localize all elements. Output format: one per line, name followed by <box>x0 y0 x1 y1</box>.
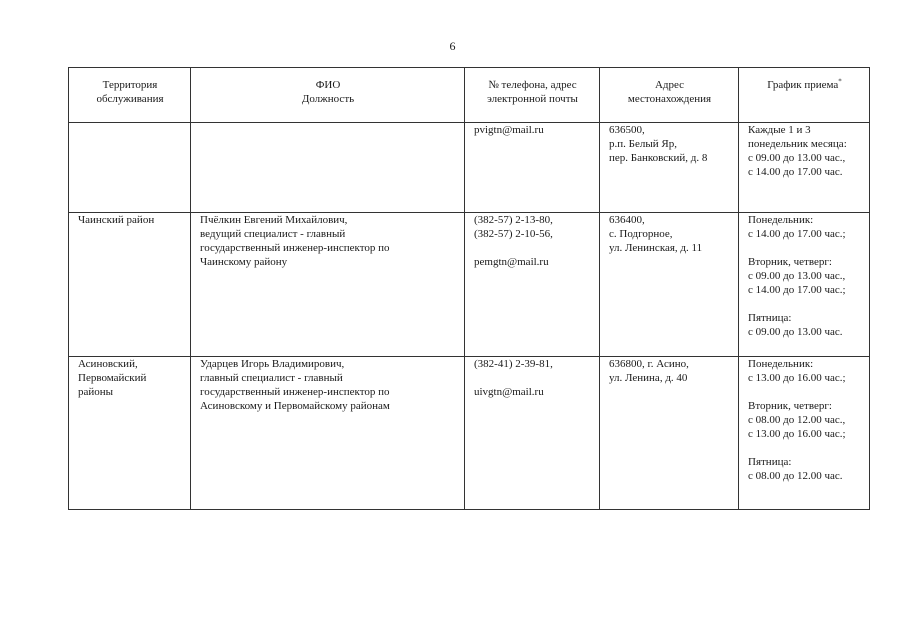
header-phone-line-1: № телефона, адрес <box>488 79 577 91</box>
fio-line: Асиновскому и Первомайскому районам <box>200 400 390 412</box>
address-line: ул. Ленинская, д. 11 <box>609 242 703 254</box>
address-line: с. Подгорное, <box>609 228 673 240</box>
line-gap <box>474 241 591 255</box>
schedule-line: Пятница: <box>748 456 792 468</box>
cell-fio <box>191 357 465 510</box>
header-territory-line-2: обслуживания <box>96 93 164 105</box>
territory-line: Асиновский, <box>78 358 138 370</box>
schedule-line: Каждые 1 и 3 <box>748 124 811 136</box>
cell-phone <box>465 357 600 510</box>
schedule-line: с 08.00 до 12.00 час. <box>748 470 843 482</box>
schedule-line: с 14.00 до 17.00 час. <box>748 166 843 178</box>
page-number: 6 <box>449 39 456 53</box>
header-schedule <box>739 68 870 123</box>
address-line: 636800, г. Асино, <box>609 358 689 370</box>
header-fio-line-1: ФИО <box>315 79 341 91</box>
schedule-line: с 14.00 до 17.00 час.; <box>748 228 846 240</box>
line-gap <box>748 297 861 311</box>
cell-territory <box>69 123 191 213</box>
header-territory <box>69 68 191 123</box>
schedule-line: Вторник, четверг: <box>748 256 832 268</box>
address-line: ул. Ленина, д. 40 <box>609 372 688 384</box>
phone-line: (382-57) 2-13-80, <box>474 214 553 226</box>
territory-line: Чаинский район <box>78 214 155 226</box>
schedule-line: с 08.00 до 12.00 час., <box>748 414 846 426</box>
address-line: 636500, <box>609 124 645 136</box>
schedule-line: с 13.00 до 16.00 час.; <box>748 372 846 384</box>
cell-schedule <box>739 357 870 510</box>
table-row <box>69 357 870 510</box>
territory-line: Первомайский <box>78 372 147 384</box>
cell-territory <box>69 357 191 510</box>
header-fio <box>191 68 465 123</box>
phone-line: (382-57) 2-10-56, <box>474 228 553 240</box>
cell-schedule <box>739 213 870 357</box>
schedule-line: с 13.00 до 16.00 час.; <box>748 428 846 440</box>
fio-line: Чаинскому району <box>200 256 288 268</box>
schedule-line: Пятница: <box>748 312 792 324</box>
line-gap <box>748 441 861 455</box>
schedule-line: с 14.00 до 17.00 час.; <box>748 284 846 296</box>
address-line: пер. Банковский, д. 8 <box>609 152 708 164</box>
schedule-line: с 09.00 до 13.00 час., <box>748 152 846 164</box>
phone-line: (382-41) 2-39-81, <box>474 358 553 370</box>
fio-line: главный специалист - главный <box>200 372 343 384</box>
cell-fio <box>191 123 465 213</box>
header-schedule-footnote-mark: * <box>838 77 842 86</box>
phone-line: pvigtn@mail.ru <box>474 124 544 136</box>
fio-line: Пчёлкин Евгений Михайлович, <box>200 214 348 226</box>
reception-schedule-table <box>68 67 870 510</box>
header-address-line-2: местонахождения <box>627 93 712 105</box>
table-row <box>69 123 870 213</box>
cell-phone <box>465 123 600 213</box>
schedule-line: с 09.00 до 13.00 час., <box>748 270 846 282</box>
address-line: 636400, <box>609 214 645 226</box>
fio-line: Ударцев Игорь Владимирович, <box>200 358 345 370</box>
cell-fio <box>191 213 465 357</box>
header-phone <box>465 68 600 123</box>
header-fio-line-2: Должность <box>301 93 355 105</box>
header-address <box>600 68 739 123</box>
header-schedule-label: График приема <box>767 79 839 91</box>
schedule-line: с 09.00 до 13.00 час. <box>748 326 843 338</box>
line-gap <box>748 385 861 399</box>
fio-line: ведущий специалист - главный <box>200 228 346 240</box>
header-territory-line-1: Территория <box>102 79 158 91</box>
schedule-line: понедельник месяца: <box>748 138 847 150</box>
territory-line: районы <box>78 386 114 398</box>
schedule-line: Понедельник: <box>748 358 814 370</box>
fio-line: государственный инженер-инспектор по <box>200 242 390 254</box>
cell-address <box>600 357 739 510</box>
cell-schedule <box>739 123 870 213</box>
address-line: р.п. Белый Яр, <box>609 138 677 150</box>
cell-territory <box>69 213 191 357</box>
phone-line: pemgtn@mail.ru <box>474 256 549 268</box>
table-row <box>69 213 870 357</box>
header-address-line-1: Адрес <box>654 79 685 91</box>
fio-line: государственный инженер-инспектор по <box>200 386 390 398</box>
table-header-row <box>69 68 870 123</box>
header-phone-line-2: электронной почты <box>487 93 578 105</box>
line-gap <box>748 241 861 255</box>
cell-address <box>600 213 739 357</box>
cell-address <box>600 123 739 213</box>
cell-phone <box>465 213 600 357</box>
line-gap <box>474 371 591 385</box>
phone-line: uivgtn@mail.ru <box>474 386 544 398</box>
schedule-line: Понедельник: <box>748 214 814 226</box>
schedule-line: Вторник, четверг: <box>748 400 832 412</box>
